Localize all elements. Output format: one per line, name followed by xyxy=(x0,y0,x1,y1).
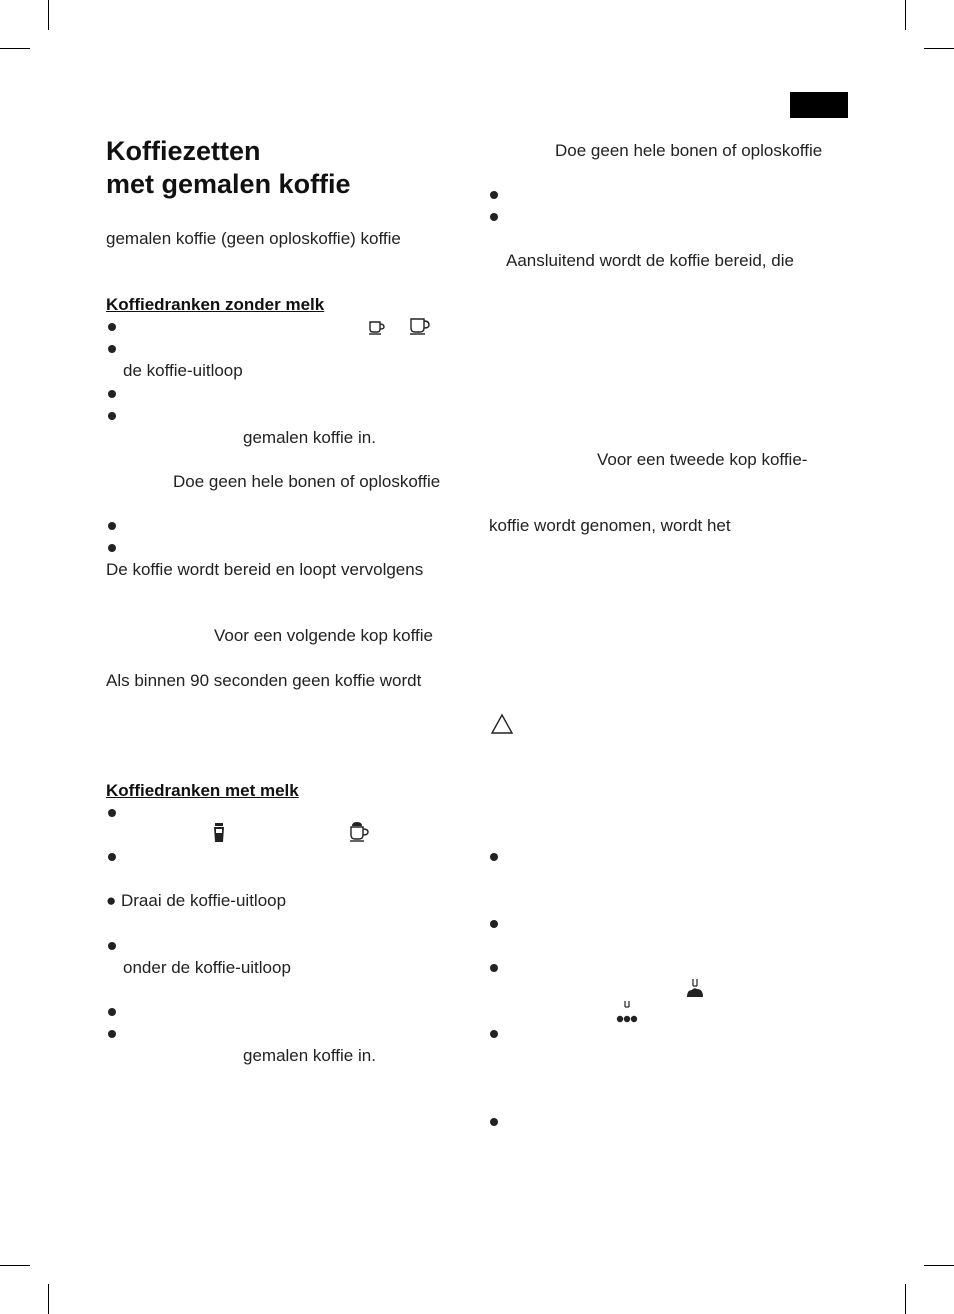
bullet xyxy=(108,1030,116,1038)
page-title-line2: met gemalen koffie xyxy=(106,169,351,199)
bullet xyxy=(108,853,116,861)
text-then-brewed: Aansluitend wordt de koffie bereid, die xyxy=(506,251,794,270)
crop-mark xyxy=(905,0,906,30)
bullet xyxy=(108,544,116,552)
language-tab xyxy=(790,92,848,118)
crop-mark xyxy=(0,1265,30,1266)
bullet xyxy=(490,1030,498,1038)
crop-mark xyxy=(924,1265,954,1266)
bullet xyxy=(490,191,498,199)
bullet xyxy=(108,522,116,530)
bullet xyxy=(108,1008,116,1016)
bullet xyxy=(490,213,498,221)
text-next-cup: Voor een volgende kop koffie xyxy=(214,626,433,645)
crop-mark xyxy=(48,0,49,30)
bullet xyxy=(108,323,116,331)
section-heading-with-milk: Koffiedranken met melk xyxy=(106,781,299,800)
bullet xyxy=(108,412,116,420)
cappuccino-cup-icon xyxy=(348,820,370,847)
bullet xyxy=(108,809,116,817)
text-turn-spout: ● Draai de koffie-uitloop xyxy=(106,891,287,910)
text-under-spout: onder de koffie-uitloop xyxy=(123,958,291,977)
small-cup-icon xyxy=(368,319,386,340)
text-ground-coffee: gemalen koffie in. xyxy=(243,428,376,447)
intro-text: gemalen koffie (geen oploskoffie) koffie xyxy=(106,229,401,248)
warning-triangle-icon xyxy=(490,713,514,740)
text-no-beans: Doe geen hele bonen of oploskoffie xyxy=(173,472,441,491)
text-ground-coffee-2: gemalen koffie in. xyxy=(243,1046,376,1065)
text-coffee-taken: koffie wordt genomen, wordt het xyxy=(489,516,731,535)
bullet xyxy=(108,390,116,398)
large-cup-icon xyxy=(409,317,431,340)
bullet xyxy=(490,964,498,972)
text-90-seconds: Als binnen 90 seconden geen koffie wordt xyxy=(106,671,422,690)
crop-mark xyxy=(48,1284,49,1314)
mild-strength-icon xyxy=(615,998,639,1029)
page-title-line1: Koffiezetten xyxy=(106,136,261,166)
crop-mark xyxy=(924,48,954,49)
section-heading-no-milk: Koffiedranken zonder melk xyxy=(106,295,325,314)
bullet xyxy=(490,853,498,861)
bullet xyxy=(108,345,116,353)
text-coffee-spout: de koffie-uitloop xyxy=(123,361,243,380)
crop-mark xyxy=(0,48,30,49)
bullet xyxy=(490,920,498,928)
strong-strength-icon xyxy=(684,977,706,1006)
bullet xyxy=(490,1118,498,1126)
text-second-cup: Voor een tweede kop koffie- xyxy=(597,450,808,469)
bullet xyxy=(108,942,116,950)
latte-glass-icon xyxy=(212,822,226,849)
crop-mark xyxy=(905,1284,906,1314)
text-no-beans-right: Doe geen hele bonen of oploskoffie xyxy=(555,141,823,160)
text-coffee-brewed: De koffie wordt bereid en loopt vervolgens xyxy=(106,560,424,579)
